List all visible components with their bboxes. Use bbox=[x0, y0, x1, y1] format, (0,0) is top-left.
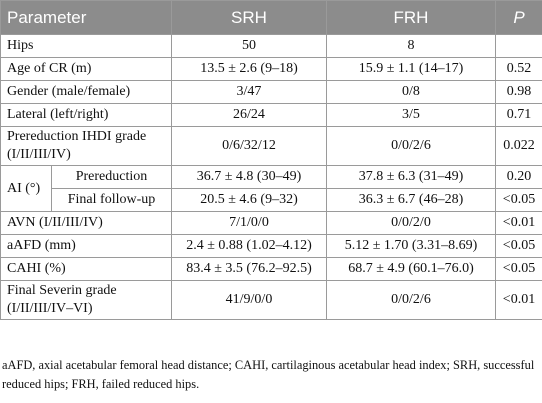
p-value: 0.022 bbox=[496, 127, 542, 166]
row-label: CAHI (%) bbox=[1, 258, 172, 281]
frh-value: 68.7 ± 4.9 (60.1–76.0) bbox=[327, 258, 496, 281]
srh-value: 7/1/0/0 bbox=[172, 212, 327, 235]
row-label: Final Severin grade (I/II/III/IV–VI) bbox=[1, 281, 172, 320]
frh-value: 0/0/2/6 bbox=[327, 127, 496, 166]
header-p: P bbox=[496, 1, 542, 35]
srh-value: 50 bbox=[172, 35, 327, 58]
row-label: Prereduction IHDI grade (I/II/III/IV) bbox=[1, 127, 172, 166]
table-row bbox=[1, 58, 542, 81]
frh-value: 15.9 ± 1.1 (14–17) bbox=[327, 58, 496, 81]
srh-value: 20.5 ± 4.6 (9–32) bbox=[172, 189, 327, 212]
srh-value: 3/47 bbox=[172, 81, 327, 104]
p-value: <0.05 bbox=[496, 189, 542, 212]
frh-value: 0/0/2/6 bbox=[327, 281, 496, 320]
row-label: aAFD (mm) bbox=[1, 235, 172, 258]
frh-value: 5.12 ± 1.70 (3.31–8.69) bbox=[327, 235, 496, 258]
row-label: Gender (male/female) bbox=[1, 81, 172, 104]
header-frh: FRH bbox=[327, 1, 496, 35]
srh-value: 41/9/0/0 bbox=[172, 281, 327, 320]
row-label: Lateral (left/right) bbox=[1, 104, 172, 127]
row-label: Final follow-up bbox=[52, 189, 172, 212]
header-row bbox=[1, 1, 542, 35]
p-value: <0.01 bbox=[496, 281, 542, 320]
p-value: <0.01 bbox=[496, 212, 542, 235]
table-row bbox=[1, 235, 542, 258]
srh-value: 0/6/32/12 bbox=[172, 127, 327, 166]
table-row bbox=[1, 212, 542, 235]
srh-value: 2.4 ± 0.88 (1.02–4.12) bbox=[172, 235, 327, 258]
p-value: 0.20 bbox=[496, 166, 542, 189]
frh-value: 8 bbox=[327, 35, 496, 58]
table-row bbox=[1, 81, 542, 104]
frh-value: 37.8 ± 6.3 (31–49) bbox=[327, 166, 496, 189]
p-value: 0.98 bbox=[496, 81, 542, 104]
p-value: 0.71 bbox=[496, 104, 542, 127]
row-label: AVN (I/II/III/IV) bbox=[1, 212, 172, 235]
row-label: Hips bbox=[1, 35, 172, 58]
ai-group-label: AI (°) bbox=[1, 166, 52, 212]
frh-value: 0/8 bbox=[327, 81, 496, 104]
row-label: Prereduction bbox=[52, 166, 172, 189]
table-row bbox=[1, 189, 542, 212]
table-footnote: aAFD, axial acetabular femoral head distance; CAHI, cartilaginous acetabular head index; SRH, successful reduced hips; FRH, failed reduced hips. bbox=[2, 358, 535, 391]
table-row bbox=[1, 127, 542, 166]
srh-value: 26/24 bbox=[172, 104, 327, 127]
row-label: Age of CR (m) bbox=[1, 58, 172, 81]
frh-value: 0/0/2/0 bbox=[327, 212, 496, 235]
srh-value: 36.7 ± 4.8 (30–49) bbox=[172, 166, 327, 189]
p-value: 0.52 bbox=[496, 58, 542, 81]
table-row bbox=[1, 104, 542, 127]
p-value bbox=[496, 35, 542, 58]
srh-value: 83.4 ± 3.5 (76.2–92.5) bbox=[172, 258, 327, 281]
p-value: <0.05 bbox=[496, 235, 542, 258]
header-parameter: Parameter bbox=[1, 1, 172, 35]
p-value: <0.05 bbox=[496, 258, 542, 281]
table-row bbox=[1, 35, 542, 58]
table-row bbox=[1, 281, 542, 320]
table-row bbox=[1, 258, 542, 281]
srh-value: 13.5 ± 2.6 (9–18) bbox=[172, 58, 327, 81]
table-row bbox=[1, 166, 542, 189]
frh-value: 36.3 ± 6.7 (46–28) bbox=[327, 189, 496, 212]
frh-value: 3/5 bbox=[327, 104, 496, 127]
header-srh: SRH bbox=[172, 1, 327, 35]
